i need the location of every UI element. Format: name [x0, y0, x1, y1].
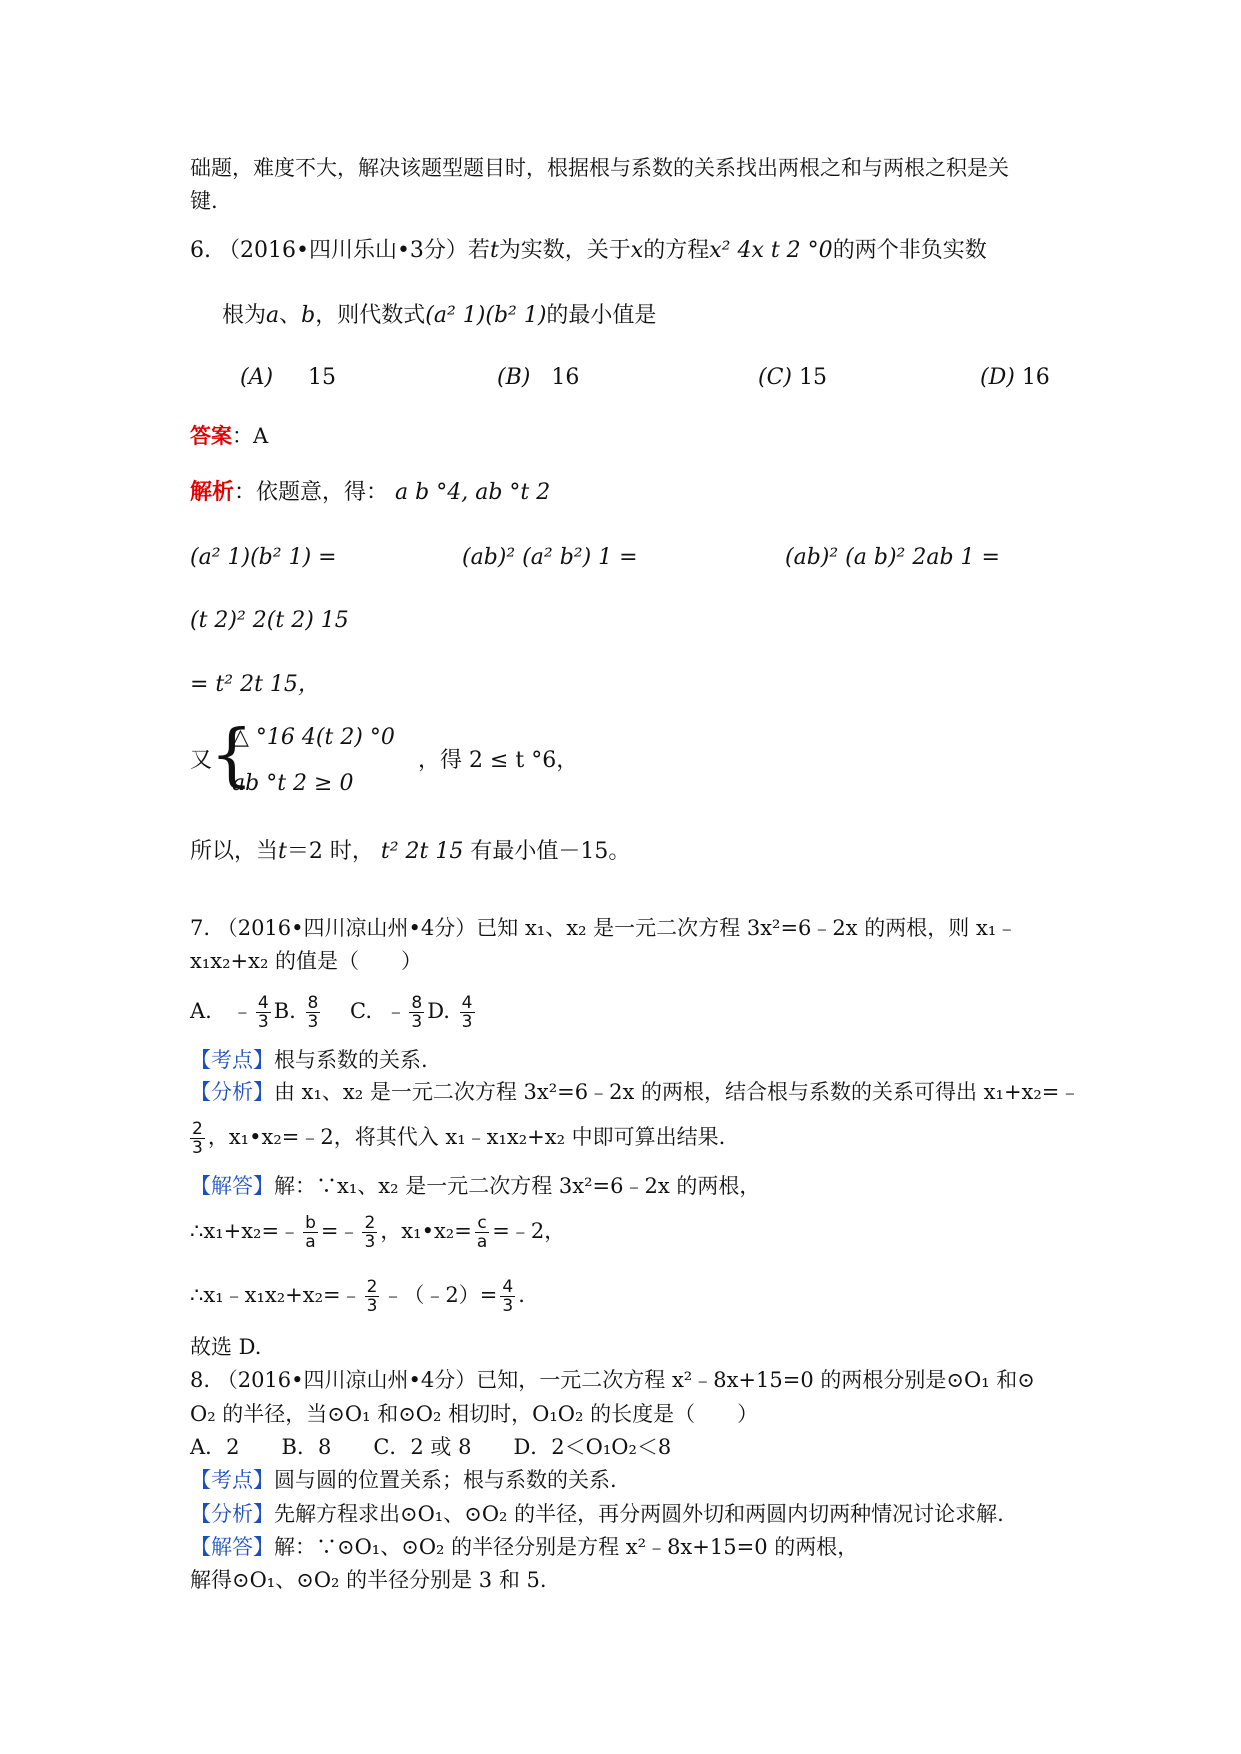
q6-analysis: 解析：依题意，得： a b °4, ab °t 2 [190, 479, 551, 505]
q6-system-label: 又 [190, 748, 213, 773]
q7-solution-step1: ∴x₁+x₂=﹣ $\frac{b}{a}$ =﹣ $\frac{2}{3}$ ，x₁•x₂= $\frac{c}{a}$ =﹣2， [190, 1213, 566, 1252]
q7-kaodian: 【考点】根与系数的关系. [190, 1048, 428, 1072]
q8-result: 解得⊙O₁、⊙O₂ 的半径分别是 3 和 5. [190, 1568, 547, 1592]
q8-stem-line2: O₂ 的半径，当⊙O₁ 和⊙O₂ 相切时，O₁O₂ 的长度是（ ） [190, 1402, 759, 1426]
q6-step1-c: (ab)² (a b)² 2ab 1 = [785, 545, 1000, 570]
system-brace-icon: { [210, 716, 254, 795]
q6-option-d: (D) 16 [980, 365, 1050, 390]
q6-step2: (t 2)² 2(t 2) 15 [190, 608, 349, 633]
q8-kaodian: 【考点】圆与圆的位置关系；根与系数的关系. [190, 1468, 617, 1492]
q8-jieda: 【解答】解：∵⊙O₁、⊙O₂ 的半径分别是方程 x²﹣8x+15=0 的两根， [190, 1535, 859, 1559]
q7-stem-line1: 7. （2016•四川凉山州•4分）已知 x₁、x₂ 是一元二次方程 3x²=6﹣2x 的两根，则 x₁﹣ [190, 916, 1018, 940]
q7-solution-step2: ∴x₁﹣x₁x₂+x₂=﹣ $\frac{2}{3}$ ﹣（﹣2）= $\frac{4}{3}$ . [190, 1277, 525, 1316]
q7-choose: 故选 D. [190, 1335, 262, 1359]
q6-equation: x² 4x t 2 °0 [709, 238, 833, 263]
q8-options: A．2 B．8 C．2 或 8 D．2＜O₁O₂＜8 [190, 1435, 672, 1459]
q7-jieda-line1: 【解答】解：∵x₁、x₂ 是一元二次方程 3x²=6﹣2x 的两根， [190, 1174, 761, 1198]
q5-tail-line2: 键. [190, 189, 218, 213]
q7-fenxi-fraction: $\frac{2}{3}$ [192, 1119, 203, 1158]
q7-stem-line2: x₁x₂+x₂ 的值是（ ） [190, 949, 423, 973]
q7-fenxi-line2: $\frac{2}{3}$ ，x₁•x₂=﹣2，将其代入 x₁﹣x₁x₂+x₂ 中即可算出结果. [192, 1119, 726, 1158]
q6-system-result: ，得 2 ≤ t °6， [418, 748, 579, 773]
q6-system-row1: △ °16 4(t 2) °0 [232, 725, 395, 750]
q6-expression: (a² 1)(b² 1) [425, 303, 547, 328]
q6-step3: = t² 2t 15， [190, 672, 320, 697]
q6-option-a: (A) 15 [240, 365, 337, 390]
q7-option-b-fraction: $\frac{8}{3}$ [307, 993, 319, 1032]
q6-option-c: (C) 15 [758, 365, 827, 390]
q8-stem-line1: 8. （2016•四川凉山州•4分）已知，一元二次方程 x²﹣8x+15=0 的两根分别是⊙O₁ 和⊙ [190, 1368, 1035, 1392]
q6-step1-a: (a² 1)(b² 1) = [190, 545, 337, 570]
q5-tail-line1: 础题，难度不大，解决该题型题目时，根据根与系数的关系找出两根之和与两根之积是关 [190, 156, 1009, 180]
q6-option-b: (B) 16 [497, 365, 580, 390]
q6-conclusion: 所以，当t＝2 时， t² 2t 15 有最小值－15。 [190, 839, 631, 864]
q6-stem-line1: 6. （2016•四川乐山•3分）若t为实数，关于x的方程x² 4x t 2 °0的两个非负实数 [190, 238, 987, 263]
q7-option-d-fraction: $\frac{4}{3}$ [461, 993, 473, 1032]
q8-fenxi: 【分析】先解方程求出⊙O₁、⊙O₂ 的半径，再分两圆外切和两圆内切两种情况讨论求解. [190, 1502, 1004, 1526]
q7-fenxi-line1: 【分析】由 x₁、x₂ 是一元二次方程 3x²=6﹣2x 的两根，结合根与系数的关系可得出 x₁+x₂=﹣ [190, 1080, 1081, 1104]
q6-system-row2: ab °t 2 ≥ 0 [232, 771, 354, 796]
q6-stem-line2: 根为a、b，则代数式(a² 1)(b² 1)的最小值是 [222, 303, 657, 328]
q6-answer: 答案：A [190, 423, 269, 448]
q7-option-a-fraction: $\frac{4}{3}$ [257, 993, 269, 1032]
q7-option-c-fraction: $\frac{8}{3}$ [411, 993, 423, 1032]
q7-options: A. ﹣ $\frac{4}{3}$ B. $\frac{8}{3}$ C. ﹣ $\frac{8}{3}$ D. $\frac{4}{3}$ [190, 993, 473, 1032]
q6-step1-b: (ab)² (a² b²) 1 = [462, 545, 638, 570]
